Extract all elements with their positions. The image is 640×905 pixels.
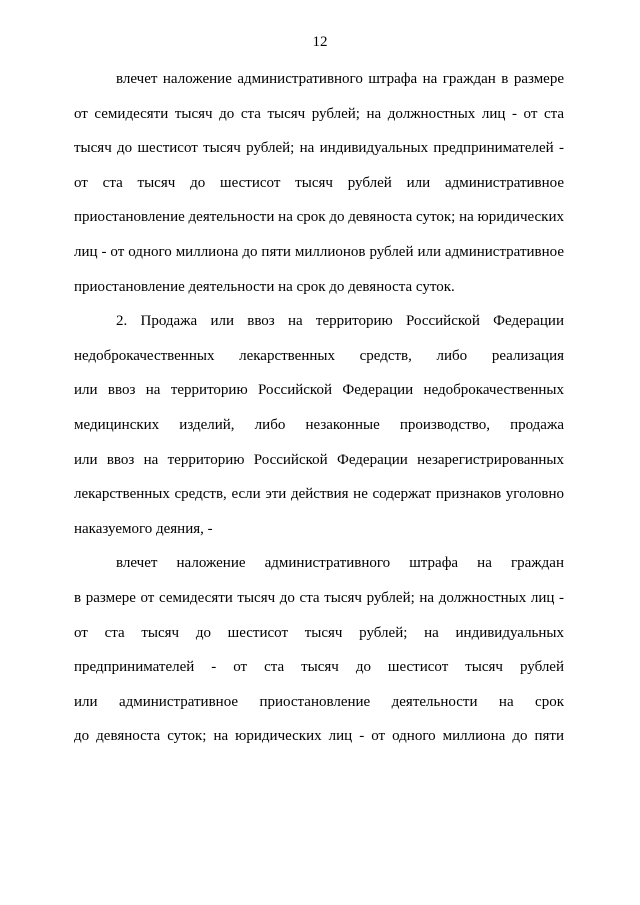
text-line: недоброкачественных лекарственных средств, либо реализация — [74, 347, 564, 364]
text-line: 2. Продажа или ввоз на территорию Российской Федерации — [116, 313, 564, 330]
text-line: от ста тысяч до шестисот тысяч рублей; на индивидуальных — [74, 624, 564, 641]
text-line: или ввоз на территорию Российской Федерации недоброкачественных — [74, 382, 564, 399]
text-line: или ввоз на территорию Российской Федерации незарегистрированных — [74, 451, 564, 468]
text-line: приостановление деятельности на срок до девяноста суток; на юридических — [74, 209, 564, 226]
paragraph-1 — [74, 62, 564, 304]
paragraph-3 — [74, 546, 564, 754]
text-line: наказуемого деяния, - — [74, 520, 213, 537]
text-line: приостановление деятельности на срок до девяноста суток. — [74, 278, 455, 295]
text-line: влечет наложение административного штрафа на граждан — [116, 555, 564, 572]
text-line: в размере от семидесяти тысяч до ста тысяч рублей; на должностных лиц - — [74, 589, 564, 606]
paragraph-2 — [74, 304, 564, 546]
text-line: или административное приостановление деятельности на срок — [74, 693, 564, 710]
text-line: предпринимателей - от ста тысяч до шестисот тысяч рублей — [74, 659, 564, 676]
text-line: тысяч до шестисот тысяч рублей; на индивидуальных предпринимателей - — [74, 140, 564, 157]
text-line: лекарственных средств, если эти действия не содержат признаков уголовно — [74, 486, 564, 503]
text-line: влечет наложение административного штрафа на граждан в размере — [116, 71, 564, 87]
text-line: медицинских изделий, либо незаконные производство, продажа — [74, 416, 564, 433]
text-line: до девяноста суток; на юридических лиц - от одного миллиона до пяти — [74, 728, 564, 745]
text-line: от ста тысяч до шестисот тысяч рублей или административное — [74, 174, 564, 191]
document-body — [74, 62, 564, 754]
page-number: 12 — [312, 34, 328, 50]
text-line: от семидесяти тысяч до ста тысяч рублей; на должностных лиц - от ста — [74, 105, 564, 122]
text-line: лиц - от одного миллиона до пяти миллионов рублей или административное — [74, 243, 564, 260]
